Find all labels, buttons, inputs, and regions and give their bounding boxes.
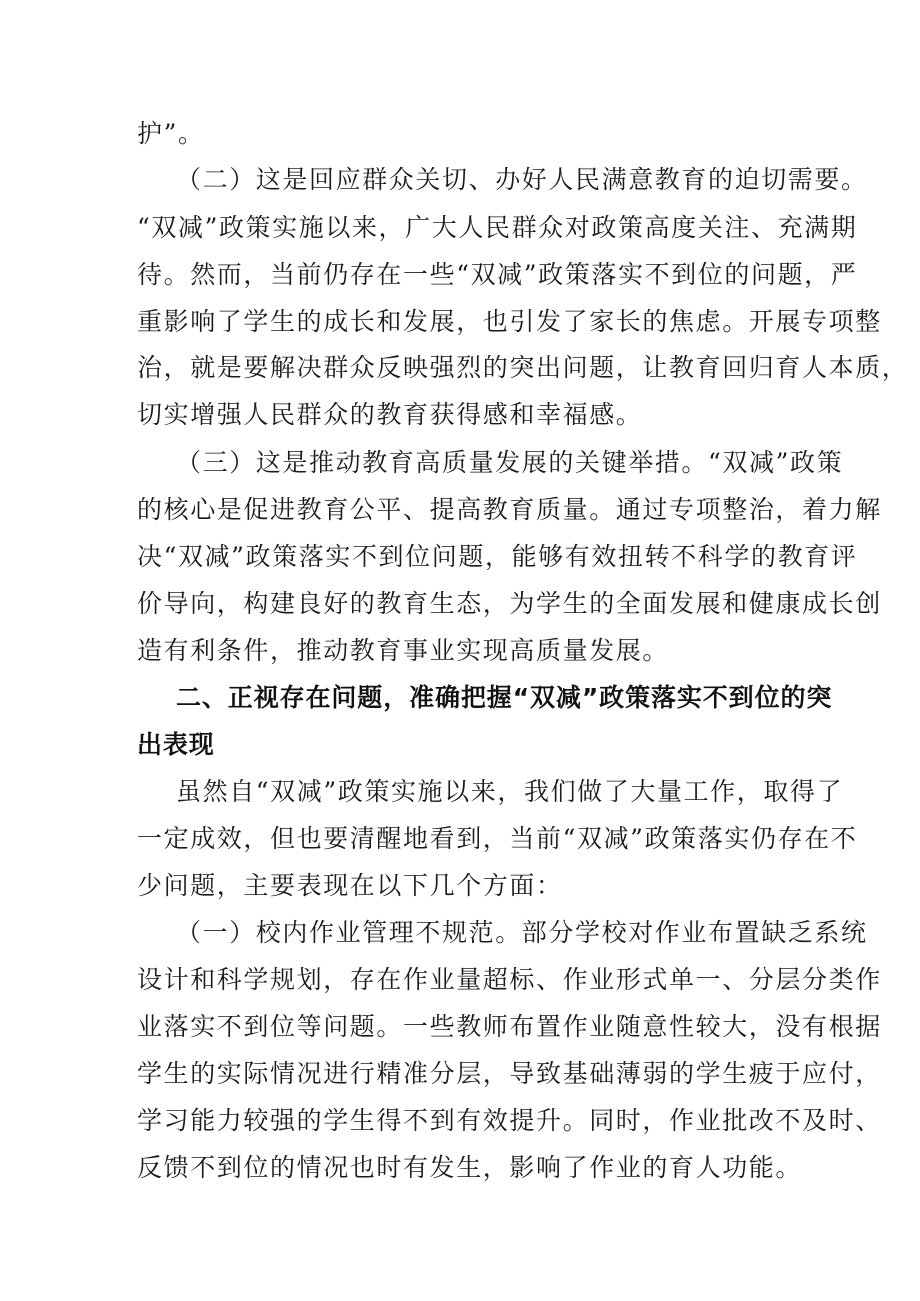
paragraph-line: 学生的实际情况进行精准分层，导致基础薄弱的学生疲于应付， (137, 1059, 882, 1088)
paragraph-line: 的核心是促进教育公平、提高教育质量。通过专项整治，着力解 (137, 495, 882, 524)
paragraph-line: 价导向，构建良好的教育生态，为学生的全面发展和健康成长创 (137, 589, 882, 618)
section-heading: 出表现 (137, 730, 215, 759)
paragraph-line: “双减”政策实施以来，广大人民群众对政策高度关注、充满期 (137, 213, 858, 242)
paragraph-line: （二）这是回应群众关切、办好人民满意教育的迫切需要。 (176, 165, 868, 194)
paragraph-line: 虽然自“双减”政策实施以来，我们做了大量工作，取得了 (176, 777, 844, 806)
paragraph-line: 治，就是要解决群众反映强烈的突出问题，让教育回归育人本质， (137, 353, 909, 382)
paragraph-line: 重影响了学生的成长和发展，也引发了家长的焦虑。开展专项整 (137, 307, 882, 336)
paragraph-line: 造有利条件，推动教育事业实现高质量发展。 (137, 636, 670, 665)
paragraph-line: 决“双减”政策落实不到位问题，能够有效扭转不科学的教育评 (137, 542, 858, 571)
paragraph-line: （三）这是推动教育高质量发展的关键举措。“双减”政策 (176, 448, 844, 477)
paragraph-line: 设计和科学规划，存在作业量超标、作业形式单一、分层分类作 (137, 965, 882, 994)
paragraph-line: 业落实不到位等问题。一些教师布置作业随意性较大，没有根据 (137, 1012, 882, 1041)
paragraph-line: 反馈不到位的情况也时有发生，影响了作业的育人功能。 (137, 1153, 803, 1182)
paragraph-line: 切实增强人民群众的教育获得感和幸福感。 (137, 400, 643, 429)
paragraph-line: 学习能力较强的学生得不到有效提升。同时，作业批改不及时、 (137, 1106, 882, 1135)
paragraph-line: 护”。 (137, 119, 205, 148)
paragraph-line: 少问题，主要表现在以下几个方面： (137, 871, 563, 900)
paragraph-line: 待。然而，当前仍存在一些“双减”政策落实不到位的问题，严 (137, 260, 858, 289)
paragraph-line: 一定成效，但也要清醒地看到，当前“双减”政策落实仍存在不 (137, 824, 858, 853)
paragraph-line: （一）校内作业管理不规范。部分学校对作业布置缺乏系统 (176, 918, 868, 947)
section-heading: 二、正视存在问题，准确把握“双减”政策落实不到位的突 (176, 683, 833, 712)
